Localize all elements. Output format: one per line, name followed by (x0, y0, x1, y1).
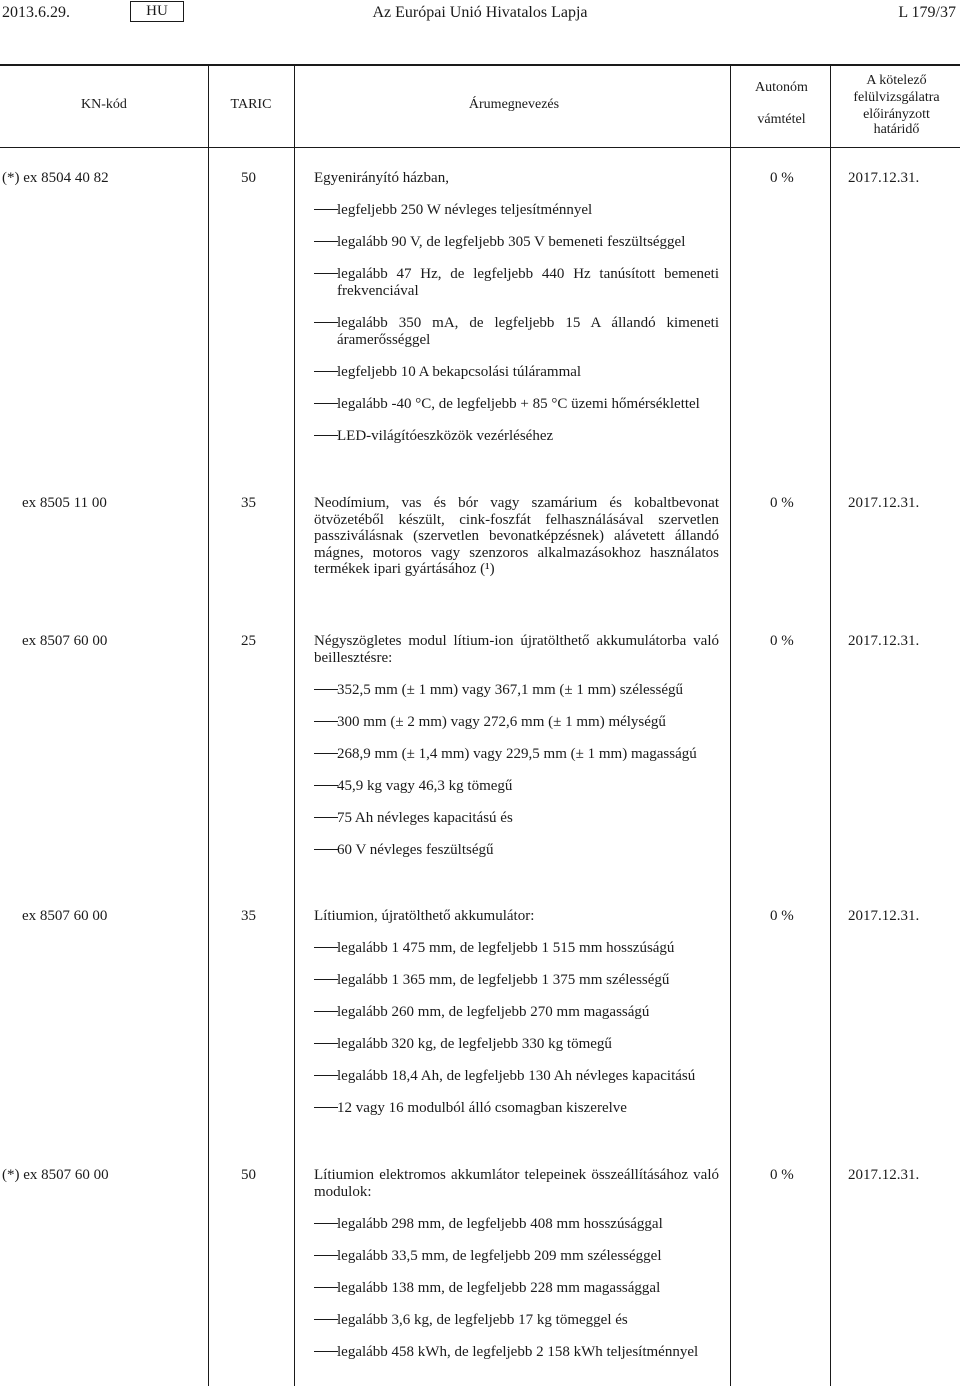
column-header-kn: KN-kód (81, 97, 127, 112)
taric-code: 35 (241, 495, 256, 511)
dash-marker (314, 1319, 338, 1320)
list-item: legalább 260 mm, de legfeljebb 270 mm magasságú (314, 1004, 338, 1021)
dash-marker (314, 817, 338, 818)
column-divider (294, 64, 295, 1386)
list-item: legalább 298 mm, de legfeljebb 408 mm hosszúsággal (314, 1216, 338, 1233)
table-header-rule (0, 147, 960, 148)
review-date: 2017.12.31. (848, 633, 920, 649)
description: Lítiumion, újratölthető akkumulátor: (314, 908, 535, 924)
page-reference: L 179/37 (898, 4, 956, 21)
list-item: 75 Ah névleges kapacitású és (314, 810, 338, 827)
kn-code: (*) ex 8504 40 82 (2, 170, 109, 186)
duty-rate: 0 % (770, 633, 794, 649)
dash-marker (314, 371, 338, 372)
list-item: legalább 33,5 mm, de legfeljebb 209 mm szélességgel (314, 1248, 338, 1265)
dash-marker (314, 721, 338, 722)
publication-date: 2013.6.29. (2, 4, 70, 21)
column-divider (730, 64, 731, 1386)
kn-code: ex 8507 60 00 (22, 633, 108, 649)
dash-marker (314, 689, 338, 690)
review-date: 2017.12.31. (848, 170, 920, 186)
list-item: 300 mm (± 2 mm) vagy 272,6 mm (± 1 mm) mélységű (314, 714, 338, 731)
column-divider (208, 64, 209, 1386)
table-top-rule (0, 64, 960, 66)
dash-marker (314, 1075, 338, 1076)
journal-title: Az Európai Unió Hivatalos Lapja (372, 4, 588, 21)
dash-marker (314, 849, 338, 850)
review-date: 2017.12.31. (848, 908, 920, 924)
column-header-taric: TARIC (230, 97, 272, 112)
list-item: 60 V névleges feszültségű (314, 842, 338, 859)
duty-rate: 0 % (770, 495, 794, 511)
list-item: legalább 320 kg, de legfeljebb 330 kg tömegű (314, 1036, 338, 1053)
dash-marker (314, 979, 338, 980)
dash-marker (314, 322, 338, 323)
review-date: 2017.12.31. (848, 1167, 920, 1183)
list-item: 12 vagy 16 modulból álló csomagban kiszerelve (314, 1100, 338, 1117)
list-item: legalább -40 °C, de legfeljebb + 85 °C üzemi hőmérséklettel (314, 396, 338, 413)
dash-marker (314, 1011, 338, 1012)
duty-rate: 0 % (770, 1167, 794, 1183)
taric-code: 25 (241, 633, 256, 649)
list-item: legalább 3,6 kg, de legfeljebb 17 kg tömeggel és (314, 1312, 338, 1329)
list-item: legfeljebb 10 A bekapcsolási túlárammal (314, 364, 338, 381)
list-item: 45,9 kg vagy 46,3 kg tömegű (314, 778, 338, 795)
column-header-description: Árumegnevezés (468, 97, 560, 112)
dash-marker (314, 1351, 338, 1352)
dash-marker (314, 435, 338, 436)
list-item: 268,9 mm (± 1,4 mm) vagy 229,5 mm (± 1 mm) magasságú (314, 746, 338, 763)
dash-marker (314, 1107, 338, 1108)
column-header-duty-1: Autonóm (755, 80, 808, 95)
dash-marker (314, 209, 338, 210)
dash-marker (314, 403, 338, 404)
column-divider (830, 64, 831, 1386)
duty-rate: 0 % (770, 908, 794, 924)
description: Egyenirányító házban, (314, 170, 449, 186)
dash-marker (314, 1043, 338, 1044)
column-header-review-3: előirányzott (863, 107, 930, 122)
column-header-review-1: A kötelező (866, 73, 927, 88)
dash-marker (314, 1287, 338, 1288)
list-item: legalább 350 mA, de legfeljebb 15 A állandó kimeneti áramerősséggel (314, 315, 719, 332)
dash-marker (314, 1255, 338, 1256)
dash-marker (314, 785, 338, 786)
dash-marker (314, 273, 338, 274)
list-item: legfeljebb 250 W névleges teljesítménnyel (314, 202, 338, 219)
dash-marker (314, 753, 338, 754)
taric-code: 35 (241, 908, 256, 924)
review-date: 2017.12.31. (848, 495, 920, 511)
taric-code: 50 (241, 1167, 256, 1183)
column-header-review-2: felülvizsgálatra (853, 90, 940, 105)
column-header-review-4: határidő (873, 122, 920, 137)
description: Neodímium, vas és bór vagy szamárium és kobaltbevonat ötvözetéből készült, cink-foszfát felhasználásával szervetlen passziválásnak (szervetlen bevonatképzésnek) alávetett állandó mágnes, motoros vagy szenzoros alkalmazásokhoz használatos termékek ipari gyártásához (¹) (314, 495, 719, 577)
kn-code: ex 8505 11 00 (22, 495, 107, 511)
column-header-duty-2: vámtétel (757, 112, 806, 127)
list-item: legalább 458 kWh, de legfeljebb 2 158 kWh teljesítménnyel (314, 1344, 338, 1361)
kn-code: (*) ex 8507 60 00 (2, 1167, 109, 1183)
list-item: legalább 1 365 mm, de legfeljebb 1 375 mm szélességű (314, 972, 338, 989)
dash-marker (314, 947, 338, 948)
duty-rate: 0 % (770, 170, 794, 186)
list-item: legalább 90 V, de legfeljebb 305 V bemeneti feszültséggel (314, 234, 338, 251)
list-item: legalább 1 475 mm, de legfeljebb 1 515 mm hosszúságú (314, 940, 338, 957)
description: Négyszögletes modul lítium-ion újratölthető akkumulátorba való beillesztésre: (314, 633, 719, 666)
list-item: LED-világítóeszközök vezérléséhez (314, 428, 338, 445)
kn-code: ex 8507 60 00 (22, 908, 108, 924)
language-code-box: HU (130, 1, 184, 22)
dash-marker (314, 241, 338, 242)
list-item: 352,5 mm (± 1 mm) vagy 367,1 mm (± 1 mm) szélességű (314, 682, 338, 699)
description: Lítiumion elektromos akkumlátor telepeinek összeállításához való modulok: (314, 1167, 719, 1200)
taric-code: 50 (241, 170, 256, 186)
list-item: legalább 18,4 Ah, de legfeljebb 130 Ah névleges kapacitású (314, 1068, 338, 1085)
list-item: legalább 138 mm, de legfeljebb 228 mm magassággal (314, 1280, 338, 1297)
dash-marker (314, 1223, 338, 1224)
list-item: legalább 47 Hz, de legfeljebb 440 Hz tanúsított bemeneti frekvenciával (314, 266, 719, 283)
